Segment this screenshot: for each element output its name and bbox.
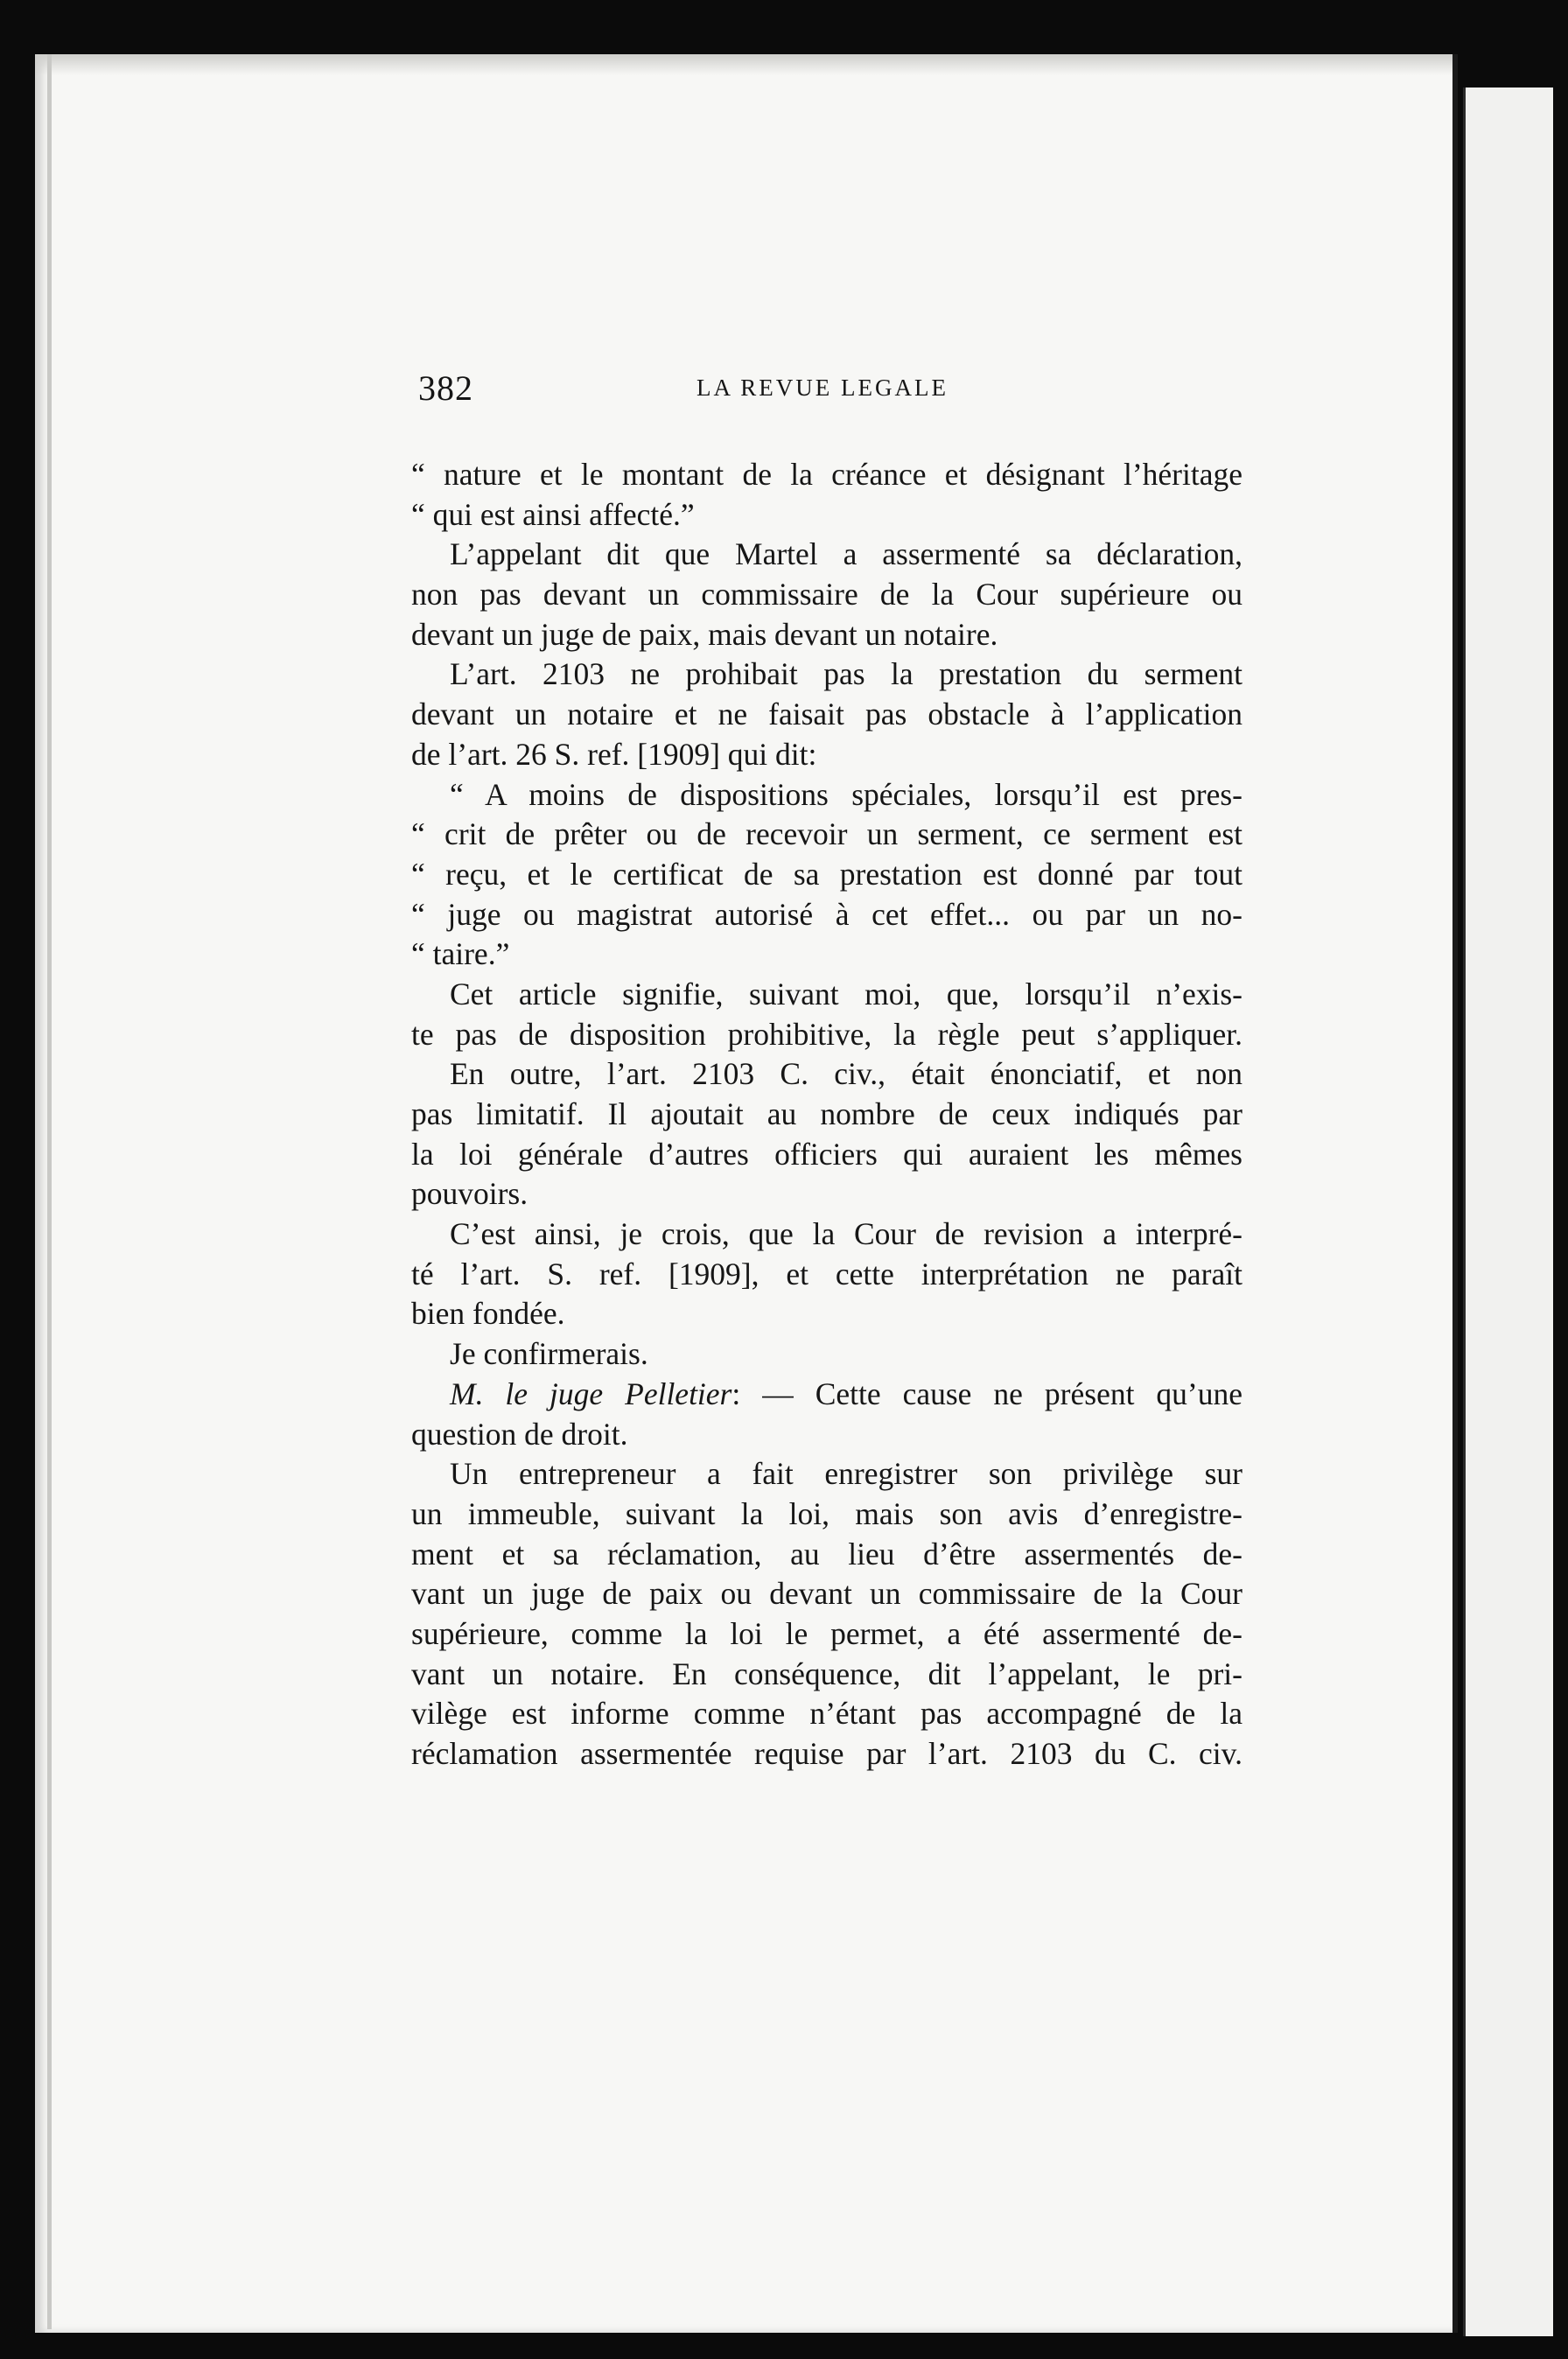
- text-line: [411, 1095, 1242, 1135]
- line-text: vilège est informe comme n’étant pas accompagné de la: [411, 1696, 1242, 1732]
- page-number: 382: [418, 368, 473, 408]
- line-text: Un entrepreneur a fait enregistrer son privilège sur: [450, 1456, 1242, 1492]
- text-line: [411, 1214, 1242, 1255]
- line-text: devant un notaire et ne faisait pas obstacle à l’application: [411, 696, 1242, 732]
- line-text: devant un juge de paix, mais devant un notaire.: [411, 616, 998, 652]
- line-text: pouvoirs.: [411, 1176, 528, 1212]
- text-line: [411, 775, 1242, 816]
- line-text: C’est ainsi, je crois, que la Cour de revision a interpré-: [450, 1216, 1242, 1252]
- page-top-shadow: [35, 54, 1452, 75]
- line-text: Je confirmerais.: [450, 1336, 648, 1372]
- line-text: un immeuble, suivant la loi, mais son avis d’enregistre-: [411, 1495, 1242, 1531]
- line-text: L’art. 2103 ne prohibait pas la prestation du serment: [450, 656, 1242, 692]
- line-text: réclamation assermentée requise par l’art. 2103 du C. civ.: [411, 1736, 1242, 1771]
- binding-gutter: [47, 54, 52, 2329]
- text-line: [411, 975, 1242, 1015]
- line-text: vant un juge de paix ou devant un commissaire de la Cour: [411, 1576, 1242, 1612]
- line-text: question de droit.: [411, 1416, 628, 1452]
- line-text: En outre, l’art. 2103 C. civ., était énonciatif, et non: [450, 1056, 1242, 1092]
- line-text: “ qui est ainsi affecté.”: [411, 496, 695, 532]
- text-line: [411, 895, 1242, 935]
- line-text: supérieure, comme la loi le permet, a été assermenté de-: [411, 1615, 1242, 1651]
- text-line: [411, 1614, 1242, 1655]
- text-line: [411, 1655, 1242, 1695]
- facing-page-edge: [1463, 88, 1553, 2336]
- text-line: [411, 735, 1242, 775]
- text-line: [411, 1294, 1242, 1334]
- text-line: [411, 1054, 1242, 1095]
- line-text: “ nature et le montant de la créance et désignant l’héritage: [411, 457, 1242, 492]
- line-text: “ taire.”: [411, 936, 510, 972]
- line-text: pas limitatif. Il ajoutait au nombre de ceux indiqués par: [411, 1096, 1242, 1131]
- text-line: [411, 495, 1242, 536]
- line-text: la loi générale d’autres officiers qui auraient les mêmes: [411, 1136, 1242, 1172]
- text-line: [411, 1574, 1242, 1614]
- text-line: [411, 855, 1242, 895]
- line-text: ment et sa réclamation, au lieu d’être assermentés de-: [411, 1536, 1242, 1572]
- line-text: “ reçu, et le certificat de sa prestation est donné par tout: [411, 856, 1242, 892]
- line-text: de l’art. 26 S. ref. [1909] qui dit:: [411, 736, 817, 772]
- text-line: [411, 1334, 1242, 1375]
- text-line: [411, 1255, 1242, 1295]
- text-line: [411, 455, 1242, 495]
- text-line: [411, 535, 1242, 575]
- text-line: [411, 575, 1242, 615]
- text-line: [411, 1375, 1242, 1415]
- line-text: Cet article signifie, suivant moi, que, lorsqu’il n’exis-: [450, 976, 1242, 1012]
- text-line: [411, 1494, 1242, 1535]
- text-line: [411, 815, 1242, 855]
- line-text: te pas de disposition prohibitive, la règle peut s’appliquer.: [411, 1016, 1242, 1052]
- text-line: [411, 1174, 1242, 1214]
- text-line: [411, 1415, 1242, 1455]
- text-line: [411, 1135, 1242, 1175]
- journal-title: LA REVUE LEGALE: [696, 374, 948, 401]
- speaker-name: M. le juge Pelletier: [450, 1376, 732, 1411]
- text-line: [411, 1694, 1242, 1734]
- line-text: té l’art. S. ref. [1909], et cette interprétation ne paraît: [411, 1256, 1242, 1292]
- text-line: [411, 615, 1242, 655]
- line-text: vant un notaire. En conséquence, dit l’appelant, le pri-: [411, 1656, 1242, 1691]
- line-text: bien fondée.: [411, 1296, 565, 1332]
- line-text: “ crit de prêter ou de recevoir un serment, ce serment est: [411, 816, 1242, 852]
- running-head: [418, 368, 1250, 420]
- line-text: L’appelant dit que Martel a assermenté sa déclaration,: [450, 536, 1242, 572]
- line-text: : — Cette cause ne présent qu’une: [732, 1376, 1242, 1411]
- line-text: “ juge ou magistrat autorisé à cet effet... ou par un no-: [411, 896, 1242, 932]
- text-line: [411, 695, 1242, 735]
- text-line: [411, 654, 1242, 695]
- text-line: [411, 1734, 1242, 1774]
- body-text: [411, 455, 1242, 1774]
- text-line: [411, 1015, 1242, 1055]
- text-line: [411, 1454, 1242, 1494]
- text-line: [411, 934, 1242, 975]
- line-text: non pas devant un commissaire de la Cour supérieure ou: [411, 577, 1242, 612]
- text-line: [411, 1535, 1242, 1575]
- line-text: “ A moins de dispositions spéciales, lorsqu’il est pres-: [450, 776, 1242, 812]
